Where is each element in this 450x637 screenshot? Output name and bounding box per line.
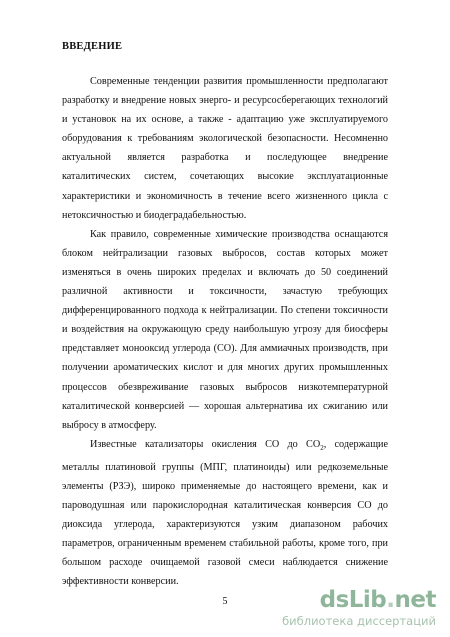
watermark-logo-part2: net	[394, 587, 436, 613]
watermark-logo-dot: .	[386, 587, 395, 613]
section-heading: ВВЕДЕНИЕ	[62, 41, 123, 52]
watermark-logo	[282, 588, 436, 628]
paragraph-3-subscript: 2	[320, 443, 324, 452]
body-text	[62, 72, 388, 592]
paragraph-2: Как правило, современные химические производства оснащаются блоком нейтрализации газовых выбросов, состав которых может изменяться в очень широких пределах и включать до 50 соединений различной активности и токсичности, зачастую требующих дифференцированного подхода к нейтрализации. По степени токсичности и воздействия на окружающую среду наибольшую угрозу для биосферы представляет монооксид углерода (СО). Для аммиачных производств, при получении ароматических кислот и для многих других промышленных процессов обезвреживание газовых выбросов низкотемпературной каталитической конверсией — хорошая альтернатива их сжиганию или выбросу в атмосферу.	[62, 228, 388, 431]
paragraph-3-start: Известные катализаторы окисления СО до СО	[90, 438, 321, 450]
paragraph-3	[62, 435, 388, 592]
watermark-subtitle: библиотека диссертаций	[282, 614, 436, 628]
paragraph-3-end: , содержащие металлы платиновой группы (МПГ, платиноиды) или редкоземельные элементы (РЗЭ), широко применяемые до настоящего времени, как и пароводушная или парокислородная каталитическая конверсия СО до диоксида углерода, характеризуются узким диапазоном рабочих параметров, ограниченным временем стабильной работы, кроме того, при большом расходе очищаемой газовой смеси наблюдается снижение эффективности конверсии.	[62, 438, 389, 588]
watermark-logo-part1: dsLib	[319, 587, 387, 613]
paragraph-1: Современные тенденции развития промышленности предполагают разработку и внедрение новых энерго- и ресурсосберегающих технологий и установок на их основе, а также - адаптацию уже эксплуатируемого оборудования к требованиям экологической безопасности. Несомненно актуальной является разработка и последующее внедрение каталитических систем, сочетающих высокие эксплуатационные характеристики и экономичность в течение всего жизненного цикла с нетоксичностью и биодеградабельностью.	[62, 76, 388, 221]
page-number: 5	[222, 596, 228, 607]
